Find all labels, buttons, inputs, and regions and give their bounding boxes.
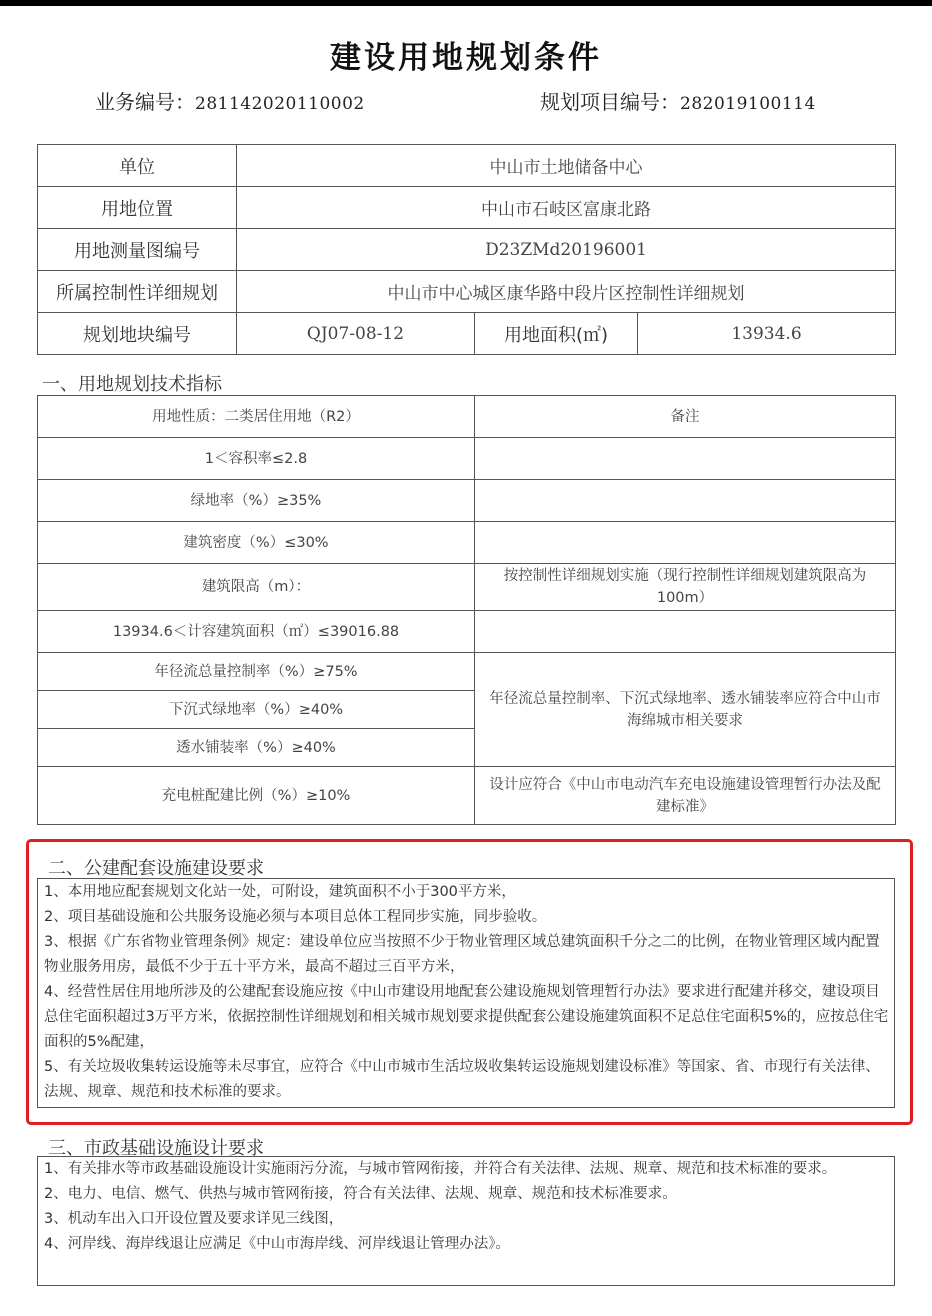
plot-number-value: QJ07-08-12	[237, 313, 475, 355]
technical-indicator-table	[37, 395, 896, 825]
highlight-frame	[26, 839, 913, 1125]
location-value: 中山市石岐区富康北路	[237, 187, 896, 229]
project-number-label: 规划项目编号：	[540, 90, 680, 114]
sponge-city-remark: 年径流总量控制率、下沉式绿地率、透水铺装率应符合中山市海绵城市相关要求	[475, 653, 896, 767]
top-border	[0, 0, 932, 6]
survey-map-label: 用地测量图编号	[38, 229, 237, 271]
project-number	[540, 86, 816, 115]
indicator-row: 充电桩配建比例（%）≥10%	[38, 767, 475, 825]
land-area-value: 13934.6	[638, 313, 896, 355]
requirement-item: 1、本用地应配套规划文化站一处，可附设，建筑面积不小于300平方米，	[44, 884, 516, 900]
business-number	[95, 86, 365, 115]
section3-list	[44, 1157, 890, 1257]
requirement-item: 4、河岸线、海岸线退让应满足《中山市海岸线、河岸线退让管理办法》。	[44, 1236, 510, 1252]
land-info-table	[37, 144, 896, 355]
document-title: 建设用地规划条件	[330, 40, 602, 76]
indicator-row: 建筑限高（m）：	[38, 564, 475, 611]
section3-heading: 三、市政基础设施设计要求	[48, 1138, 264, 1159]
remarks-header: 备注	[475, 396, 896, 438]
survey-map-value: D23ZMd20196001	[237, 229, 896, 271]
indicator-row: 透水铺装率（%）≥40%	[38, 729, 475, 767]
control-plan-value: 中山市中心城区康华路中段片区控制性详细规划	[237, 271, 896, 313]
charging-remark: 设计应符合《中山市电动汽车充电设施建设管理暂行办法及配建标准》	[475, 767, 896, 825]
remark-cell	[475, 522, 896, 564]
section2-heading: 二、公建配套设施建设要求	[48, 858, 264, 879]
requirement-item: 1、有关排水等市政基础设施设计实施雨污分流，与城市管网衔接，并符合有关法律、法规、规章、规范和技术标准的要求。	[44, 1161, 837, 1177]
indicator-row: 下沉式绿地率（%）≥40%	[38, 691, 475, 729]
land-use-nature: 用地性质：二类居住用地（R2）	[38, 396, 475, 438]
remark-cell	[475, 438, 896, 480]
unit-value: 中山市土地储备中心	[237, 145, 896, 187]
indicator-row: 绿地率（%）≥35%	[38, 480, 475, 522]
unit-label: 单位	[38, 145, 237, 187]
requirement-item: 5、有关垃圾收集转运设施等未尽事宜，应符合《中山市城市生活垃圾收集转运设施规划建设标准》等国家、省、市现行有关法律、法规、规章、规范和技术标准的要求。	[44, 1059, 880, 1100]
remark-cell	[475, 480, 896, 522]
requirement-item: 3、机动车出入口开设位置及要求详见三线图，	[44, 1211, 344, 1227]
requirement-item: 2、电力、电信、燃气、供热与城市管网衔接，符合有关法律、法规、规章、规范和技术标准要求。	[44, 1186, 677, 1202]
control-plan-label: 所属控制性详细规划	[38, 271, 237, 313]
business-number-label: 业务编号：	[95, 90, 195, 114]
requirement-item: 2、项目基础设施和公共服务设施必须与本项目总体工程同步实施，同步验收。	[44, 909, 547, 925]
business-number-value: 281142020110002	[195, 94, 365, 114]
indicator-row: 年径流总量控制率（%）≥75%	[38, 653, 475, 691]
requirement-item: 4、经营性居住用地所涉及的公建配套设施应按《中山市建设用地配套公建设施规划管理暂行办法》要求进行配建并移交，建设项目总住宅面积超过3万平方米，依据控制性详细规划和相关城市规划要求提供配套公建设施建筑面积不足总住宅面积5%的，应按总住宅面积的5%配建，	[44, 984, 889, 1050]
indicator-row: 13934.6＜计容建筑面积（㎡）≤39016.88	[38, 611, 475, 653]
height-remark: 按控制性详细规划实施（现行控制性详细规划建筑限高为100m）	[475, 564, 896, 611]
land-area-label: 用地面积(㎡)	[475, 313, 638, 355]
indicator-row: 1＜容积率≤2.8	[38, 438, 475, 480]
project-number-value: 282019100114	[680, 94, 816, 114]
plot-number-label: 规划地块编号	[38, 313, 237, 355]
remark-cell	[475, 611, 896, 653]
section1-heading: 一、用地规划技术指标	[42, 374, 222, 395]
requirement-item: 3、根据《广东省物业管理条例》规定：建设单位应当按照不少于物业管理区域总建筑面积千分之二的比例，在物业管理区域内配置物业服务用房，最低不少于五十平方米，最高不超过三百平方米，	[44, 934, 880, 975]
indicator-row: 建筑密度（%）≤30%	[38, 522, 475, 564]
location-label: 用地位置	[38, 187, 237, 229]
